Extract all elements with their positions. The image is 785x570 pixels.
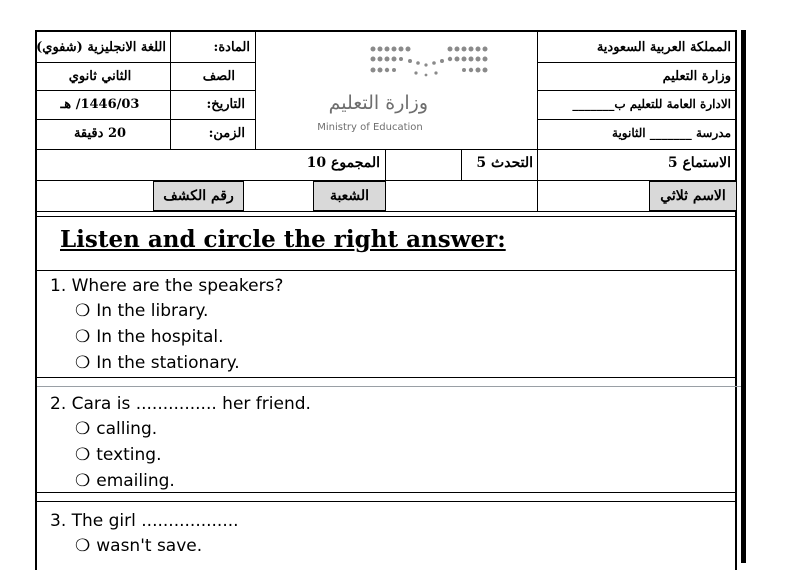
question-2-option-c[interactable]: ❍ emailing. (75, 471, 175, 491)
question-1-option-b[interactable]: ❍ In the hospital. (75, 327, 224, 347)
question-1-option-c[interactable]: ❍ In the stationary. (75, 353, 240, 373)
divider (37, 270, 737, 271)
divider (37, 501, 737, 502)
divider (37, 119, 255, 120)
question-3-prompt: 3. The girl .................. (50, 511, 239, 531)
question-2-option-b[interactable]: ❍ texting. (75, 445, 162, 465)
date-value: 1446/03/ هـ (60, 97, 140, 112)
date-label: التاريخ: (206, 97, 245, 112)
question-3-option-a[interactable]: ❍ wasn't save. (75, 536, 203, 556)
instructions-title: Listen and circle the right answer: (60, 226, 506, 253)
divider (537, 119, 737, 120)
kingdom-name: المملكة العربية السعودية (596, 40, 731, 55)
roll-number-label: رقم الكشف (153, 181, 244, 211)
divider (170, 32, 171, 150)
listening-score: الاستماع 5 (667, 155, 731, 171)
divider (37, 90, 255, 91)
time-value: 20 دقيقة (73, 126, 127, 141)
divider (37, 149, 737, 150)
school-suffix: _______ الثانوية (612, 126, 692, 140)
circle-option-icon: ❍ (75, 471, 91, 491)
divider (537, 32, 538, 212)
speaking-score: التحدث 5 (476, 155, 533, 171)
circle-option-icon: ❍ (75, 353, 91, 373)
divider (461, 149, 462, 180)
question-2-prompt: 2. Cara is ............... her friend. (50, 394, 311, 414)
page-border-right (741, 30, 746, 563)
divider (37, 386, 741, 387)
divider (37, 62, 255, 63)
divider (537, 62, 737, 63)
divider (37, 492, 737, 493)
divider (255, 32, 256, 150)
total-score: المجموع 10 (306, 155, 380, 171)
circle-option-icon: ❍ (75, 327, 91, 347)
ministry-logo-icon (370, 45, 488, 79)
logo-english-text: Ministry of Education (317, 122, 423, 133)
student-name-label: الاسم ثلاثي (649, 181, 737, 211)
divider (37, 180, 737, 181)
divider (537, 90, 737, 91)
grade-value: الثاني ثانوي (68, 69, 132, 84)
school-prefix: مدرسة (695, 126, 731, 140)
grade-label: الصف (202, 69, 235, 84)
question-1-option-a[interactable]: ❍ In the library. (75, 301, 209, 321)
time-label: الزمن: (208, 126, 245, 141)
divider (37, 216, 737, 217)
logo-arabic-text: وزارة التعليم (328, 92, 428, 114)
circle-option-icon: ❍ (75, 419, 91, 439)
question-2-option-a[interactable]: ❍ calling. (75, 419, 158, 439)
circle-option-icon: ❍ (75, 536, 91, 556)
divider (37, 211, 737, 212)
ministry-name: وزارة التعليم (662, 69, 731, 84)
subject-value: اللغة الانجليزية (شفوي) (36, 40, 166, 55)
question-1-prompt: 1. Where are the speakers? (50, 276, 284, 296)
circle-option-icon: ❍ (75, 301, 91, 321)
divider (37, 377, 737, 378)
subject-label: المادة: (213, 40, 250, 55)
school-name (540, 126, 731, 140)
circle-option-icon: ❍ (75, 445, 91, 465)
section-label: الشعبة (313, 181, 386, 211)
admin-name: الادارة العامة للتعليم ب_______ (572, 97, 731, 111)
